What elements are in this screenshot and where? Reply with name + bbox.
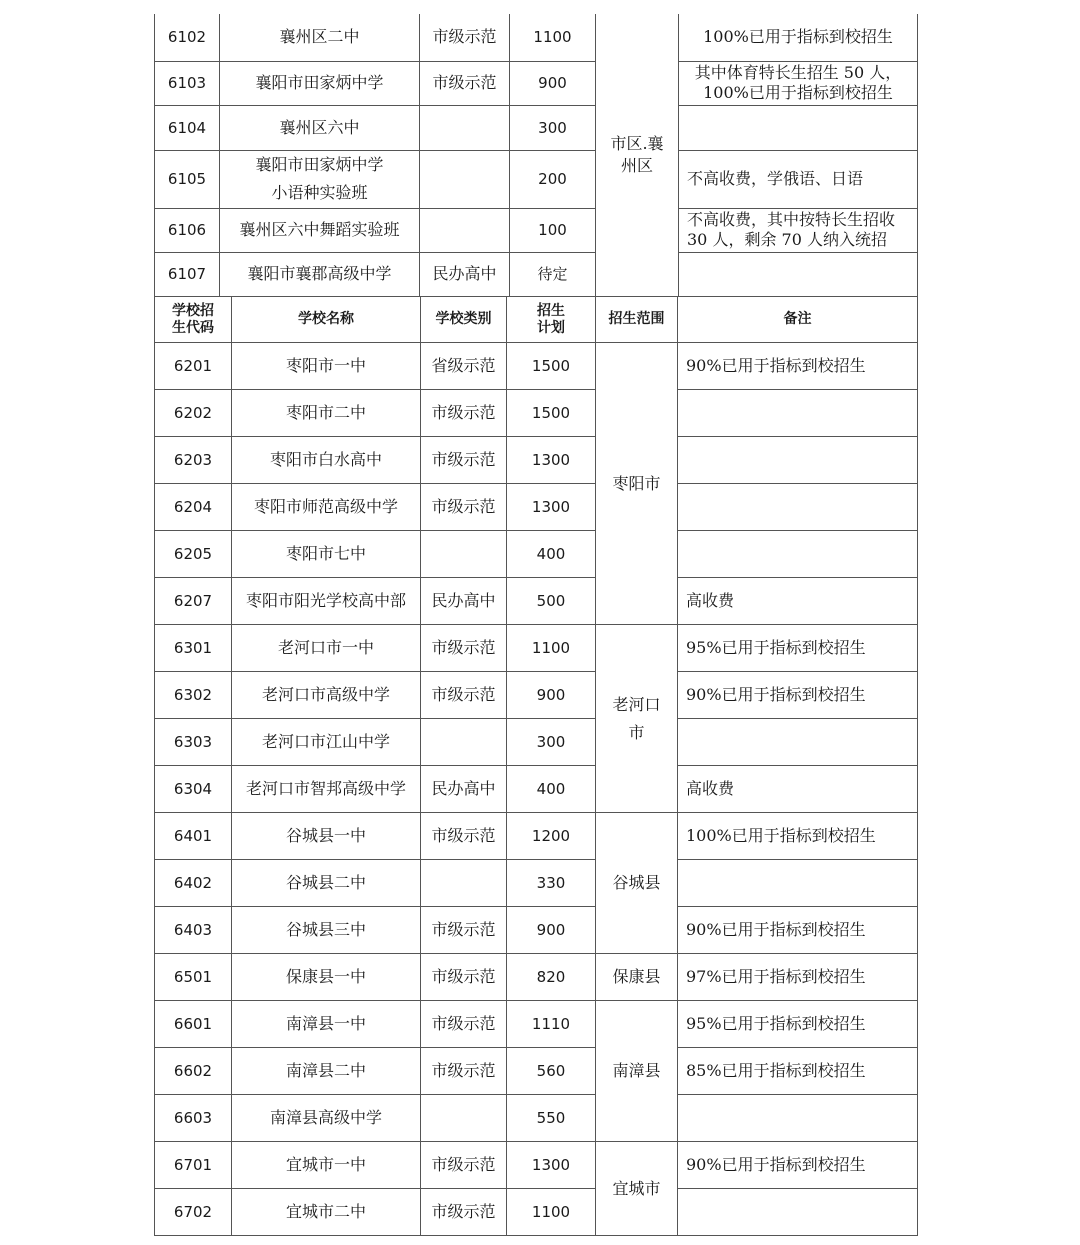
remark: 85%已用于指标到校招生	[678, 1048, 918, 1095]
enrollment-plan: 900	[507, 907, 596, 954]
school-type: 市级示范	[421, 1001, 507, 1048]
enrollment-plan: 1100	[507, 1189, 596, 1236]
school-code: 6603	[155, 1095, 232, 1142]
remark: 不高收费，学俄语、日语	[679, 150, 918, 208]
enrollment-plan: 200	[510, 150, 596, 208]
school-type: 民办高中	[421, 766, 507, 813]
enrollment-plan: 400	[507, 766, 596, 813]
table-row	[155, 437, 918, 484]
enrollment-region: 枣阳市	[596, 343, 678, 625]
school-name: 枣阳市白水高中	[232, 437, 421, 484]
school-code: 6702	[155, 1189, 232, 1236]
table-row	[155, 484, 918, 531]
enrollment-plan: 待定	[510, 252, 596, 296]
enrollment-plan: 400	[507, 531, 596, 578]
enrollment-plan: 820	[507, 954, 596, 1001]
enrollment-region: 宜城市	[596, 1142, 678, 1236]
school-code: 6402	[155, 860, 232, 907]
school-name: 襄州区二中	[220, 14, 420, 61]
school-code: 6501	[155, 954, 232, 1001]
enrollment-plan: 500	[507, 578, 596, 625]
school-name: 保康县一中	[232, 954, 421, 1001]
remark	[678, 390, 918, 437]
table-row	[155, 813, 918, 860]
school-code: 6601	[155, 1001, 232, 1048]
remark: 100%已用于指标到校招生	[678, 813, 918, 860]
school-code: 6701	[155, 1142, 232, 1189]
school-code: 6204	[155, 484, 232, 531]
school-name: 枣阳市师范高级中学	[232, 484, 421, 531]
enrollment-table-upper	[154, 14, 918, 297]
table-row	[155, 208, 918, 252]
school-code: 6207	[155, 578, 232, 625]
school-code: 6107	[155, 252, 220, 296]
school-type: 民办高中	[421, 578, 507, 625]
school-code: 6103	[155, 61, 220, 105]
header-region: 招生范围	[596, 297, 678, 343]
table-row	[155, 390, 918, 437]
school-name: 南漳县高级中学	[232, 1095, 421, 1142]
remark: 90%已用于指标到校招生	[678, 672, 918, 719]
school-type: 市级示范	[421, 1048, 507, 1095]
remark: 95%已用于指标到校招生	[678, 625, 918, 672]
school-code: 6104	[155, 105, 220, 150]
school-name: 枣阳市一中	[232, 343, 421, 390]
enrollment-plan: 1200	[507, 813, 596, 860]
enrollment-plan: 1300	[507, 484, 596, 531]
school-type: 市级示范	[421, 484, 507, 531]
remark: 高收费	[678, 578, 918, 625]
region-text: 市区.襄 州区	[610, 133, 664, 175]
table-row	[155, 531, 918, 578]
school-code: 6105	[155, 150, 220, 208]
table-row	[155, 61, 918, 105]
enrollment-plan: 560	[507, 1048, 596, 1095]
school-code: 6201	[155, 343, 232, 390]
enrollment-plan: 330	[507, 860, 596, 907]
enrollment-plan: 550	[507, 1095, 596, 1142]
school-name: 宜城市二中	[232, 1189, 421, 1236]
remark	[678, 719, 918, 766]
school-name: 谷城县三中	[232, 907, 421, 954]
remark: 100%已用于指标到校招生	[679, 14, 918, 61]
enrollment-plan: 1300	[507, 1142, 596, 1189]
enrollment-region: 保康县	[596, 954, 678, 1001]
school-type	[421, 1095, 507, 1142]
school-type: 市级示范	[421, 907, 507, 954]
school-name: 老河口市一中	[232, 625, 421, 672]
table-row	[155, 860, 918, 907]
school-name: 南漳县二中	[232, 1048, 421, 1095]
school-name: 老河口市高级中学	[232, 672, 421, 719]
header-note: 备注	[678, 297, 918, 343]
header-type: 学校类别	[421, 297, 507, 343]
table-row	[155, 1095, 918, 1142]
school-type: 市级示范	[421, 672, 507, 719]
school-code: 6301	[155, 625, 232, 672]
remark	[679, 252, 918, 296]
school-type	[421, 719, 507, 766]
remark	[678, 531, 918, 578]
table-row	[155, 672, 918, 719]
enrollment-region: 老河口 市	[596, 625, 678, 813]
school-name: 襄阳市田家炳中学 小语种实验班	[220, 150, 420, 208]
school-code: 6602	[155, 1048, 232, 1095]
table-row	[155, 1189, 918, 1236]
table-row	[155, 1048, 918, 1095]
enrollment-plan: 1110	[507, 1001, 596, 1048]
school-type: 省级示范	[421, 343, 507, 390]
school-name: 襄阳市田家炳中学	[220, 61, 420, 105]
school-name: 枣阳市七中	[232, 531, 421, 578]
remark	[678, 484, 918, 531]
school-type: 市级示范	[421, 390, 507, 437]
table-header-row	[155, 297, 918, 343]
school-name: 襄阳市襄郡高级中学	[220, 252, 420, 296]
enrollment-plan: 900	[507, 672, 596, 719]
enrollment-plan: 300	[510, 105, 596, 150]
enrollment-region	[596, 14, 679, 296]
school-type	[421, 531, 507, 578]
remark	[678, 437, 918, 484]
school-type: 市级示范	[421, 813, 507, 860]
table-row	[155, 343, 918, 390]
enrollment-plan: 300	[507, 719, 596, 766]
school-type: 市级示范	[421, 1142, 507, 1189]
school-code: 6202	[155, 390, 232, 437]
school-type: 市级示范	[421, 1189, 507, 1236]
school-name: 谷城县二中	[232, 860, 421, 907]
header-plan: 招生 计划	[507, 297, 596, 343]
remark: 不高收费，其中按特长生招收 30 人，剩余 70 人纳入统招	[679, 208, 918, 252]
table-row	[155, 625, 918, 672]
school-name: 谷城县一中	[232, 813, 421, 860]
school-type: 民办高中	[420, 252, 510, 296]
school-type: 市级示范	[421, 954, 507, 1001]
remark	[679, 105, 918, 150]
school-code: 6102	[155, 14, 220, 61]
remark	[678, 860, 918, 907]
school-code: 6401	[155, 813, 232, 860]
school-name: 襄州区六中	[220, 105, 420, 150]
table-row	[155, 719, 918, 766]
school-type: 市级示范	[421, 625, 507, 672]
school-code: 6106	[155, 208, 220, 252]
table-row	[155, 766, 918, 813]
table-row	[155, 907, 918, 954]
remark: 90%已用于指标到校招生	[678, 343, 918, 390]
enrollment-region: 南漳县	[596, 1001, 678, 1142]
enrollment-plan: 1100	[510, 14, 596, 61]
table-row	[155, 105, 918, 150]
school-code: 6403	[155, 907, 232, 954]
remark: 97%已用于指标到校招生	[678, 954, 918, 1001]
table-row	[155, 954, 918, 1001]
school-name: 宜城市一中	[232, 1142, 421, 1189]
table-row	[155, 578, 918, 625]
enrollment-table-lower	[154, 296, 918, 1236]
enrollment-plan: 100	[510, 208, 596, 252]
school-type: 市级示范	[421, 437, 507, 484]
school-name: 襄州区六中舞蹈实验班	[220, 208, 420, 252]
school-type: 市级示范	[420, 61, 510, 105]
header-name: 学校名称	[232, 297, 421, 343]
school-name: 枣阳市二中	[232, 390, 421, 437]
enrollment-plan: 1500	[507, 343, 596, 390]
school-code: 6303	[155, 719, 232, 766]
school-type	[420, 208, 510, 252]
table-row	[155, 1001, 918, 1048]
table-row	[155, 252, 918, 296]
table-row	[155, 14, 918, 61]
remark	[678, 1189, 918, 1236]
school-name: 老河口市江山中学	[232, 719, 421, 766]
school-name: 南漳县一中	[232, 1001, 421, 1048]
remark: 90%已用于指标到校招生	[678, 1142, 918, 1189]
remark: 90%已用于指标到校招生	[678, 907, 918, 954]
school-code: 6205	[155, 531, 232, 578]
school-name: 枣阳市阳光学校高中部	[232, 578, 421, 625]
remark	[678, 1095, 918, 1142]
school-code: 6203	[155, 437, 232, 484]
school-type	[420, 105, 510, 150]
enrollment-plan: 900	[510, 61, 596, 105]
enrollment-plan: 1300	[507, 437, 596, 484]
enrollment-plan: 1500	[507, 390, 596, 437]
remark: 高收费	[678, 766, 918, 813]
enrollment-region: 谷城县	[596, 813, 678, 954]
school-type	[420, 150, 510, 208]
remark: 95%已用于指标到校招生	[678, 1001, 918, 1048]
header-code: 学校招 生代码	[155, 297, 232, 343]
school-type	[421, 860, 507, 907]
table-row	[155, 150, 918, 208]
school-type: 市级示范	[420, 14, 510, 61]
enrollment-plan: 1100	[507, 625, 596, 672]
school-code: 6304	[155, 766, 232, 813]
school-code: 6302	[155, 672, 232, 719]
school-name: 老河口市智邦高级中学	[232, 766, 421, 813]
remark: 其中体育特长生招生 50 人， 100%已用于指标到校招生	[679, 61, 918, 105]
table-row	[155, 1142, 918, 1189]
